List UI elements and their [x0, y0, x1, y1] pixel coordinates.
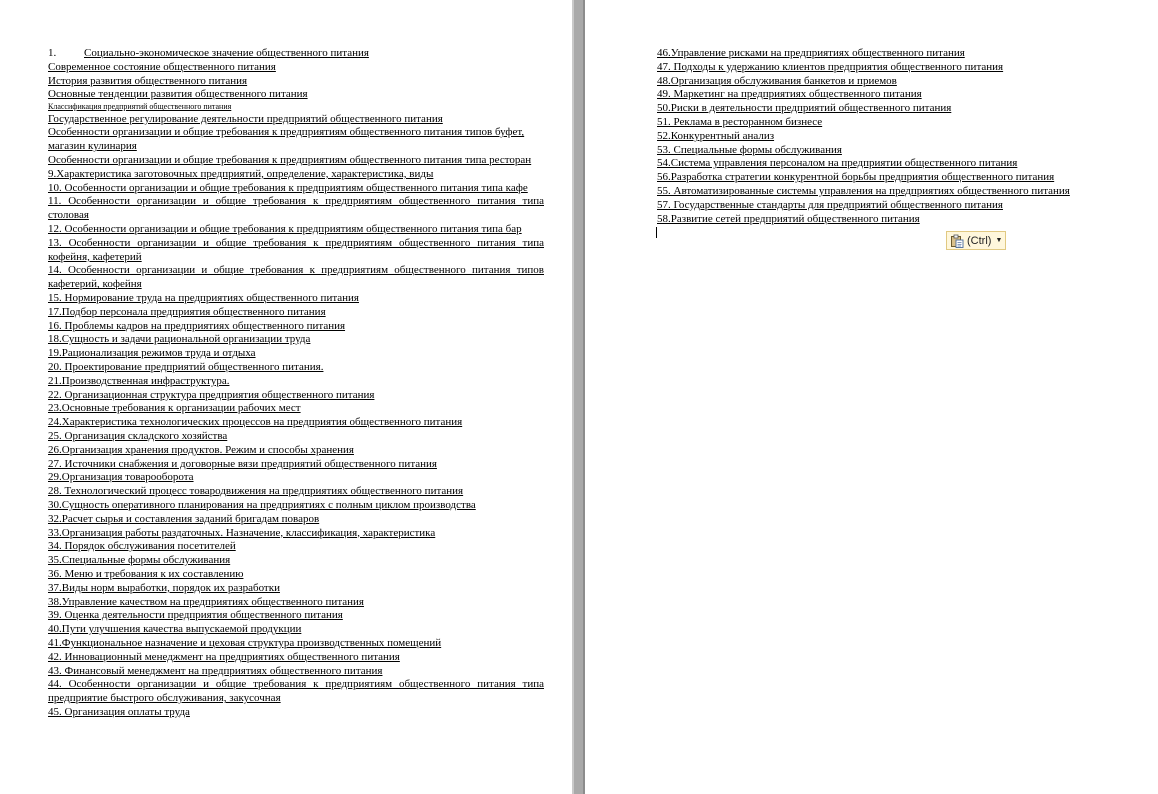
list-number: 1.: [48, 47, 57, 59]
list-item: 40.Пути улучшения качества выпускаемой продукции: [48, 623, 302, 636]
list-item: 20. Проектирование предприятий общественного питания.: [48, 361, 324, 374]
list-item: Особенности организации и общие требования к предприятиям общественного питания типов буфет, магазин кулинария: [48, 126, 525, 153]
list-item: 48.Организация обслуживания банкетов и приемов: [657, 74, 897, 87]
list-item: 28. Технологический процесс товародвижения на предприятиях общественного питания: [48, 485, 464, 498]
list-item: 44. Особенности организации и общие требования к предприятиям общественного питания типа предприятие быстрого обслуживания, закусочная: [48, 678, 544, 705]
list-item: 32.Расчет сырья и составления заданий бригадам поваров: [48, 512, 320, 525]
list-item: 36. Меню и требования к их составлению: [48, 567, 244, 580]
list-item: Государственное регулирование деятельности предприятий общественного питания: [48, 112, 443, 125]
list-item: 12. Особенности организации и общие требования к предприятиям общественного питания типа бар: [48, 223, 522, 236]
paste-options-button[interactable]: [946, 231, 1006, 250]
list-item: Основные тенденции развития общественного питания: [48, 88, 308, 101]
list-item: 26.Организация хранения продуктов. Режим и способы хранения: [48, 443, 354, 456]
list-item: 14. Особенности организации и общие требования к предприятиям общественного питания типов кафетерий, кофейня: [48, 264, 544, 291]
list-item: 38.Управление качеством на предприятиях общественного питания: [48, 595, 364, 608]
list-item: 15. Нормирование труда на предприятиях общественного питания: [48, 292, 359, 305]
text-cursor: [656, 227, 657, 238]
list-item: 42. Инновационный менеджмент на предприятиях общественного питания: [48, 650, 400, 663]
list-item: 24.Характеристика технологических процессов на предприятия общественного питания: [48, 416, 463, 429]
list-item: 49. Маркетинг на предприятиях общественного питания: [657, 88, 922, 101]
list-item: 52.Конкурентный анализ: [657, 129, 775, 142]
list-item: 21.Производственная инфраструктура.: [48, 374, 230, 387]
list-item: 57. Государственные стандарты для предприятий общественного питания: [657, 198, 1003, 211]
list-item: 54.Система управления персоналом на предприятии общественного питания: [657, 157, 1018, 170]
chevron-down-icon: ▼: [995, 237, 1003, 244]
list-item: 19.Рационализация режимов труда и отдыха: [48, 347, 256, 360]
document-page-left[interactable]: [0, 0, 572, 794]
list-item: 9.Характеристика заготовочных предприятий, определение, характеристика, виды: [48, 167, 434, 180]
list-item: 34. Порядок обслуживания посетителей: [48, 540, 236, 553]
list-item: 22. Организационная структура предприятия общественного питания: [48, 388, 375, 401]
list-item: 46.Управление рисками на предприятиях общественного питания: [657, 47, 965, 59]
list-item: 30.Сущность оперативного планирования на предприятиях с полным циклом производства: [48, 499, 476, 511]
list-item: 11. Особенности организации и общие требования к предприятиям общественного питания типа столовая: [48, 195, 544, 222]
list-item: Особенности организации и общие требования к предприятиям общественного питания типа ресторан: [48, 154, 532, 167]
list-item: 47. Подходы к удержанию клиентов предприятия общественного питания: [657, 60, 1004, 73]
page-divider: [572, 0, 585, 794]
list-item: 23.Основные требования к организации рабочих мест: [48, 402, 301, 415]
list-item: 27. Источники снабжения и договорные вязи предприятий общественного питания: [48, 457, 437, 470]
list-item: 25. Организация складского хозяйства: [48, 430, 228, 443]
list-item: 53. Специальные формы обслуживания: [657, 143, 842, 156]
paste-options-label: (Ctrl): [967, 234, 992, 247]
list-item: 56.Разработка стратегии конкурентной борьбы предприятия общественного питания: [657, 171, 1055, 184]
list-item: 50.Риски в деятельности предприятий общественного питания: [657, 102, 952, 115]
left-page-text[interactable]: [48, 47, 544, 720]
list-item: 18.Сущность и задачи рациональной организации труда: [48, 333, 311, 346]
list-item: 58.Развитие сетей предприятий общественного питания: [657, 212, 920, 225]
list-item: 35.Специальные формы обслуживания: [48, 554, 231, 567]
list-item: 39. Оценка деятельности предприятия общественного питания: [48, 609, 343, 622]
list-item: 55. Автоматизированные системы управления на предприятиях общественного питания: [657, 184, 1070, 197]
list-item: Современное состояние общественного питания: [48, 60, 276, 73]
list-item: 13. Особенности организации и общие требования к предприятиям общественного питания типа кофейня, кафетерий: [48, 236, 544, 263]
list-item: [48, 47, 544, 61]
list-item: 10. Особенности организации и общие требования к предприятиям общественного питания типа кафе: [48, 181, 528, 194]
list-item: 51. Реклама в ресторанном бизнесе: [657, 115, 823, 128]
list-item: 43. Финансовый менеджмент на предприятиях общественного питания: [48, 664, 383, 677]
list-item: 45. Организация оплаты труда: [48, 705, 190, 718]
list-item: 33.Организация работы раздаточных. Назначение, классификация, характеристика: [48, 526, 436, 539]
list-item: 29.Организация товарооборота: [48, 471, 194, 484]
clipboard-icon: [950, 234, 964, 248]
list-item-text: Социально-экономическое значение общественного питания: [84, 47, 369, 59]
list-item: 16. Проблемы кадров на предприятиях общественного питания: [48, 319, 346, 332]
list-item: Классификация предприятий общественного питания: [48, 102, 232, 112]
list-item: 17.Подбор персонала предприятия общественного питания: [48, 305, 326, 318]
list-item: 37.Виды норм выработки, порядок их разработки: [48, 581, 280, 594]
list-item: 41.Функциональное назначение и цеховая структура производственных помещений: [48, 636, 442, 649]
list-item: История развития общественного питания: [48, 74, 248, 87]
right-page-text[interactable]: [657, 47, 1109, 226]
document-page-right[interactable]: [585, 0, 1158, 794]
